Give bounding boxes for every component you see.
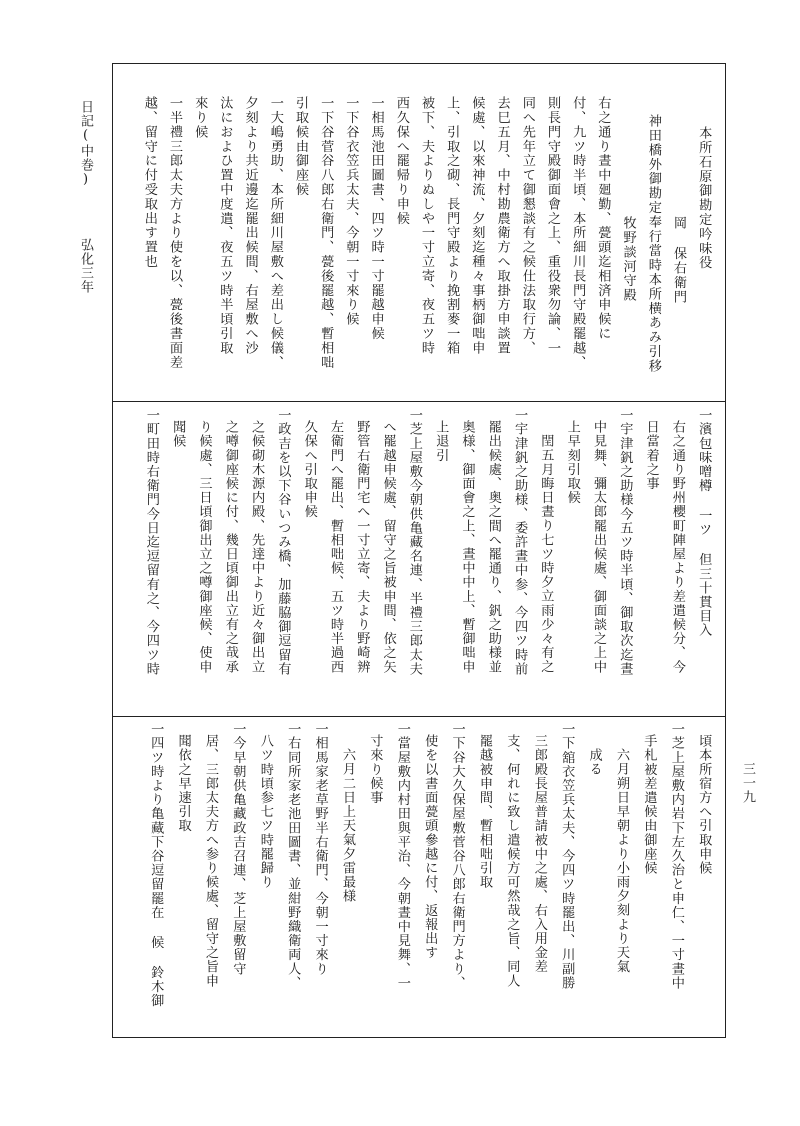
text-column: 上、引取之砌、長門守殿より挽割麥一箱 xyxy=(444,96,460,356)
text-column: 六月二日上天氣夕雷最様 xyxy=(340,748,355,904)
text-column: 神田橋外御勘定奉行當時本所横あみ引移 xyxy=(645,114,661,374)
text-column: 右之通り野州櫻町陣屋より差遣候分、今 xyxy=(669,420,685,674)
text-column: 一相馬家老草野半右衛門、今朝一寸來り xyxy=(312,722,328,976)
text-column: 岡 保右衛門 xyxy=(671,216,686,305)
text-column: 罷出候處、奥之間へ罷通り、釩之助様並 xyxy=(485,420,501,674)
text-column: 本所石原御勘定吟味役 xyxy=(696,126,712,270)
text-column: 之候砌木源内殿、先達中より近々御出立 xyxy=(249,420,265,674)
text-column: 上早刻引取候 xyxy=(564,420,580,505)
text-column: 聞候 xyxy=(170,420,186,449)
text-column: 頃本所宿方へ引取申候 xyxy=(696,734,712,875)
text-column: 罷越被申間、暫相咄引取 xyxy=(477,734,492,890)
text-column: 一今早朝供亀藏政吉召連、芝上屋敷留守 xyxy=(230,722,246,976)
text-column: 汰におよひ置中度遣、夜五ツ時半頃引取 xyxy=(217,96,233,356)
text-column: 三郎殿長屋普請被中之處、右入用金差 xyxy=(531,734,547,974)
text-column: 付、九ツ時半頃、本所細川長門守殿罷越、 xyxy=(570,96,586,370)
text-column: 成る xyxy=(586,748,602,777)
text-column: 引取候由御座候 xyxy=(293,96,308,197)
text-column: 一政吉を以下谷いつみ橋、加藤脇御逗留有 xyxy=(275,408,291,676)
text-column: 夕刻より共近邊迄罷出候間、右屋敷へ沙 xyxy=(242,96,258,356)
text-column: 一下谷菅谷八郎右衛門、甍後罷越、暫相咄 xyxy=(318,96,334,370)
text-column: 一當屋敷内村田與平治、今朝晝中見舞、一 xyxy=(394,722,410,990)
text-column: 候處、以來神流、夕刻迄種々事柄御咄申 xyxy=(469,96,485,356)
text-column: 被下、夫よりぬしや一寸立寄、夜五ツ時 xyxy=(419,96,434,356)
text-column: 奥様、御面會之上、晝中中上、暫御咄申 xyxy=(459,420,475,674)
text-column: 閏五月晦日晝り七ツ時夕立雨少々有之 xyxy=(538,434,554,674)
text-column: 手札被差遣候由御座候 xyxy=(641,734,657,875)
text-column: 一相馬池田圖書、四ツ時一寸罷越申候 xyxy=(368,96,384,341)
text-column: 同へ先年立て御懇談有之候仕法取行方、 xyxy=(519,96,535,356)
text-column: 一大嶋勇助、本所細川屋敷へ差出し候儀、 xyxy=(267,96,283,370)
text-column: 一右同所家老池田圖書、並紺野織衛両人、 xyxy=(285,722,301,990)
text-column: 西久保へ罷帰り申候 xyxy=(393,96,409,226)
text-column: 野管右衛門宅へ一寸立寄、夫より野崎辨 xyxy=(354,420,370,674)
text-column: 去巳五月、中村勘農衛方へ取掛方申談置 xyxy=(494,96,510,356)
text-column: 一宇津釩之助様、委許晝中参、今四ツ時前 xyxy=(512,408,528,676)
text-column: 右之通り晝中廻勤、甍頭迄相済申候に xyxy=(595,96,611,341)
text-column: 一宇津釩之助様今五ツ時半頃、御取次迄晝 xyxy=(617,408,633,676)
text-column: 一下谷大久保屋敷菅谷八郎右衛門方より、 xyxy=(449,722,465,990)
text-column: 一町田時右衛門今日迄逗留有之、今四ツ時 xyxy=(143,408,159,676)
running-head-era: 弘化三年 xyxy=(78,238,93,294)
text-column: 居、三郎太夫方へ参り候處、留守之旨申 xyxy=(203,734,218,988)
text-column: 中見舞、彌太郎罷出候處、御面談之上中 xyxy=(591,420,606,674)
text-column: 越、留守に付受取出す置也 xyxy=(141,96,157,269)
text-column: 六月朔日早朝より小雨夕刻より天氣 xyxy=(614,748,629,974)
tier-divider-1 xyxy=(113,401,725,402)
text-column: 之噂御座候に付、幾日頃御出立有之哉承 xyxy=(222,420,238,674)
text-column: 左衛門へ罷出、暫相咄候、五ツ時半過西 xyxy=(328,420,343,674)
page-number: 三一九 xyxy=(740,762,755,804)
text-column: 一濱包味噌樽 一ツ 但三十貫目入 xyxy=(696,408,712,638)
text-column: 來り候 xyxy=(192,96,208,140)
text-column: 一芝上屋敷今朝供亀藏名連、半禮三郎太夫 xyxy=(406,408,422,676)
tier-divider-2 xyxy=(113,716,725,717)
running-head-title: 日記(中巻) xyxy=(78,100,93,188)
text-column: 久保へ引取申候 xyxy=(301,420,317,519)
text-column: 支、何れに致し遣候方可然哉之旨、同人 xyxy=(504,734,520,988)
text-column: 一下谷衣笠兵太夫、今朝一寸來り候 xyxy=(343,96,359,327)
text-column: 則長門守殿御面會之上、重役衆勿論、一 xyxy=(545,96,560,356)
text-column: 一下舘衣笠兵太夫、今四ツ時罷出、川副勝 xyxy=(559,722,575,990)
text-column: 八ツ時頃参七ツ時罷歸り xyxy=(257,734,273,890)
text-column: 一半禮三郎太夫方より使を以、甍後書面差 xyxy=(167,96,182,370)
text-column: 一四ツ時より亀藏下谷逗留罷在 候 鈴木御 xyxy=(148,722,164,1008)
text-column: 寸來り候事 xyxy=(367,734,383,805)
text-column: へ罷越申候處、留守之旨被申間、依之矢 xyxy=(380,420,396,674)
text-column: 使を以書面甍頭參越に付、返報出す xyxy=(422,734,438,960)
text-column: 牧野談河守殿 xyxy=(620,216,636,303)
text-column: 一芝上屋敷内岩下左久治と申仁、一寸晝中 xyxy=(668,722,684,990)
text-column: 上退引 xyxy=(433,420,449,463)
text-column: 日當着之事 xyxy=(643,420,659,491)
text-column: 聞依之早速引取 xyxy=(175,734,191,833)
text-column: り候處、三日頃御出立之噂御座候、使申 xyxy=(196,420,212,674)
